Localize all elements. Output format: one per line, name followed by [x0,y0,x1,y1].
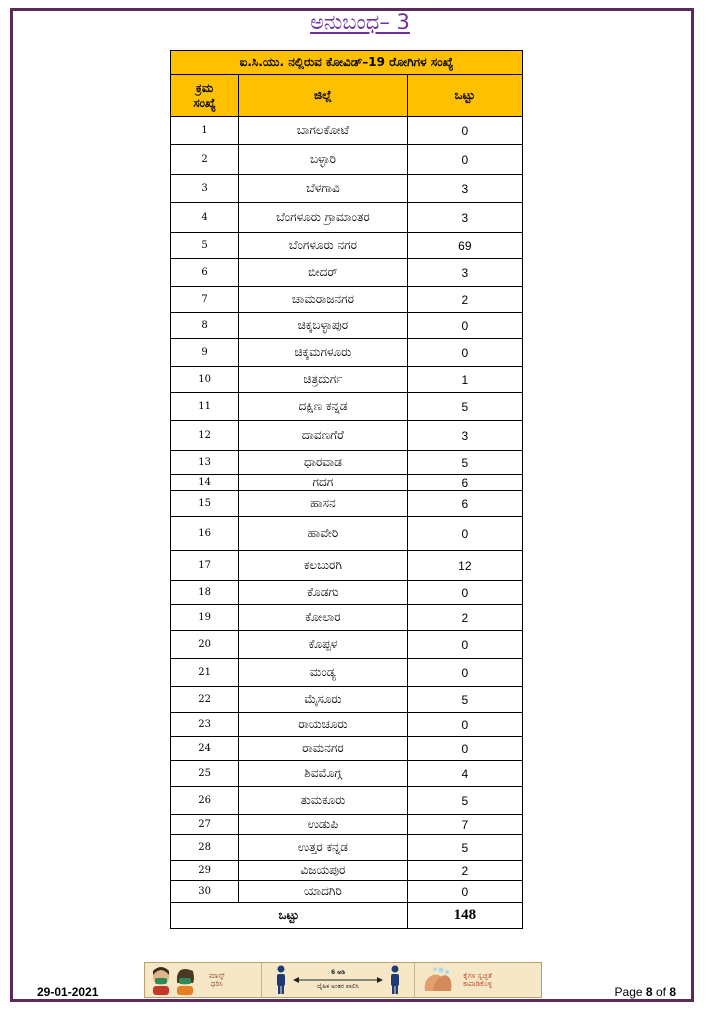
row-total-value: 6 [407,475,522,491]
table-row [171,761,523,787]
row-total-value: 5 [407,393,522,421]
row-serial-number: 13 [171,451,239,475]
row-serial-number: 11 [171,393,239,421]
row-serial-number: 17 [171,551,239,581]
row-serial-number: 30 [171,881,239,903]
row-district-name: ರಾಮನಗರ [239,737,407,761]
row-serial-number: 5 [171,233,239,259]
row-district-name: ದಕ್ಷಿಣ ಕನ್ನಡ [239,393,407,421]
hands-line1: ಕೈಗಳ ಸ್ವಚ್ಛತೆ [463,972,492,980]
table-row [171,475,523,491]
handwash-icon [421,965,455,995]
table-row [171,713,523,737]
header-serial-number [171,75,239,117]
row-district-name: ಹಾವೇರಿ [239,517,407,551]
masked-faces-icon [149,965,201,995]
table-row [171,339,523,367]
page-prefix: Page [614,985,643,999]
row-total-value: 5 [407,687,522,713]
table-row [171,787,523,815]
icu-patients-table [170,50,523,929]
row-serial-number: 22 [171,687,239,713]
table-row [171,815,523,835]
table-row [171,491,523,517]
row-district-name: ಕೊಡಗು [239,581,407,605]
row-district-name: ಯಾದಗಿರಿ [239,881,407,903]
table-row [171,517,523,551]
row-district-name: ಹಾಸನ [239,491,407,517]
table-body [171,117,523,903]
row-district-name: ಬೀದರ್ [239,259,407,287]
table-total-row [171,903,523,929]
mask-section [145,963,261,997]
table-row [171,259,523,287]
row-serial-number: 24 [171,737,239,761]
table-row [171,737,523,761]
annex-title: ಅನುಬಂಧ– 3 [310,10,410,34]
row-district-name: ಬಳ್ಳಾರಿ [239,145,407,175]
header-serial-line1: ಕ್ರಮ [195,80,214,95]
row-total-value: 5 [407,787,522,815]
table-row [171,881,523,903]
row-total-value: 0 [407,881,522,903]
row-serial-number: 16 [171,517,239,551]
row-total-value: 0 [407,339,522,367]
table-row [171,631,523,659]
row-district-name: ಮಂಡ್ಯ [239,659,407,687]
row-district-name: ದಾವಣಗೆರೆ [239,421,407,451]
row-district-name: ಧಾರವಾಡ [239,451,407,475]
row-district-name: ಮೈಸೂರು [239,687,407,713]
page-number [615,985,676,999]
row-serial-number: 9 [171,339,239,367]
row-total-value: 0 [407,117,522,145]
table-row [171,203,523,233]
handwash-section [415,963,541,997]
row-serial-number: 10 [171,367,239,393]
distance-bottom-label: ದೈಹಿಕ ಅಂತರ ಪಾಲಿಸಿ [317,983,359,990]
row-serial-number: 27 [171,815,239,835]
row-serial-number: 15 [171,491,239,517]
row-district-name: ಗದಗ [239,475,407,491]
row-district-name: ಬಾಗಲಕೋಟೆ [239,117,407,145]
row-total-value: 0 [407,145,522,175]
row-serial-number: 19 [171,605,239,631]
row-total-value: 3 [407,175,522,203]
row-district-name: ಕೋಲಾರ [239,605,407,631]
row-total-value: 1 [407,367,522,393]
table-row [171,451,523,475]
table-row [171,551,523,581]
table-row [171,581,523,605]
row-total-value: 2 [407,605,522,631]
row-district-name: ವಿಜಯಪುರ [239,861,407,881]
row-serial-number: 2 [171,145,239,175]
row-total-value: 3 [407,421,522,451]
person-right-icon [389,965,401,995]
row-serial-number: 21 [171,659,239,687]
table-row [171,175,523,203]
table-caption: ಐ.ಸಿ.ಯು. ನಲ್ಲಿರುವ ಕೋವಿಡ್–19 ರೋಗಿಗಳ ಸಂಖ್ಯೆ [171,51,523,75]
row-serial-number: 8 [171,313,239,339]
person-left-icon [275,965,287,995]
row-total-value: 69 [407,233,522,259]
page-of: of [655,985,666,999]
row-serial-number: 20 [171,631,239,659]
row-serial-number: 25 [171,761,239,787]
row-district-name: ಚಾಮರಾಜನಗರ [239,287,407,313]
row-serial-number: 4 [171,203,239,233]
page-current: 8 [645,985,653,999]
mask-line2: ಧರಿಸಿ [210,980,223,988]
row-serial-number: 6 [171,259,239,287]
report-date: 29-01-2021 [37,985,99,999]
row-total-value: 0 [407,659,522,687]
row-district-name: ಚಿಕ್ಕಮಗಳೂರು [239,339,407,367]
row-total-value: 12 [407,551,522,581]
table-row [171,233,523,259]
row-total-value: 0 [407,631,522,659]
header-district: ಜಿಲ್ಲೆ [239,75,407,117]
table-row [171,313,523,339]
distance-section [261,963,415,997]
row-district-name: ಚಿಕ್ಕಬಳ್ಳಾಪುರ [239,313,407,339]
row-district-name: ಶಿವಮೊಗ್ಗ [239,761,407,787]
table-row [171,117,523,145]
row-district-name: ರಾಯಚೂರು [239,713,407,737]
table-row [171,145,523,175]
row-serial-number: 7 [171,287,239,313]
row-serial-number: 28 [171,835,239,861]
row-total-value: 4 [407,761,522,787]
table-row [171,605,523,631]
table-row [171,687,523,713]
row-total-value: 5 [407,835,522,861]
page-total: 8 [669,985,676,999]
row-total-value: 0 [407,737,522,761]
row-serial-number: 3 [171,175,239,203]
row-district-name: ಕಲಬುರಗಿ [239,551,407,581]
row-total-value: 0 [407,581,522,605]
row-serial-number: 12 [171,421,239,451]
total-label: ಒಟ್ಟು [171,903,408,929]
row-district-name: ತುಮಕೂರು [239,787,407,815]
row-district-name: ಬೆಂಗಳೂರು ಗ್ರಾಮಾಂತರ [239,203,407,233]
row-serial-number: 18 [171,581,239,605]
row-serial-number: 14 [171,475,239,491]
table-row [171,367,523,393]
row-total-value: 5 [407,451,522,475]
row-district-name: ಉಡುಪಿ [239,815,407,835]
row-district-name: ಚಿತ್ರದುರ್ಗ [239,367,407,393]
distance-top-label: 6 ಅಡಿ [331,969,345,976]
double-arrow-icon [293,977,383,983]
hands-line2: ಕಾಪಾಡಿಕೊಳ್ಳಿ [463,980,493,988]
row-total-value: 6 [407,491,522,517]
row-total-value: 2 [407,287,522,313]
table-row [171,287,523,313]
mask-line1: ಮಾಸ್ಕ್ [209,972,225,980]
table-row [171,393,523,421]
row-district-name: ಕೊಪ್ಪಳ [239,631,407,659]
row-serial-number: 23 [171,713,239,737]
header-total: ಒಟ್ಟು [407,75,522,117]
row-serial-number: 29 [171,861,239,881]
header-serial-line2: ಸಂಖ್ಯೆ [193,95,216,110]
row-district-name: ಬೆಳಗಾವಿ [239,175,407,203]
row-total-value: 3 [407,259,522,287]
table-row [171,659,523,687]
table-row [171,835,523,861]
row-total-value: 0 [407,313,522,339]
row-serial-number: 26 [171,787,239,815]
row-total-value: 7 [407,815,522,835]
table-row [171,861,523,881]
row-total-value: 2 [407,861,522,881]
row-total-value: 0 [407,517,522,551]
row-total-value: 0 [407,713,522,737]
row-total-value: 3 [407,203,522,233]
row-serial-number: 1 [171,117,239,145]
covid-awareness-banner [144,962,542,998]
total-value: 148 [407,903,522,929]
row-district-name: ಬೆಂಗಳೂರು ನಗರ [239,233,407,259]
table-row [171,421,523,451]
row-district-name: ಉತ್ತರ ಕನ್ನಡ [239,835,407,861]
